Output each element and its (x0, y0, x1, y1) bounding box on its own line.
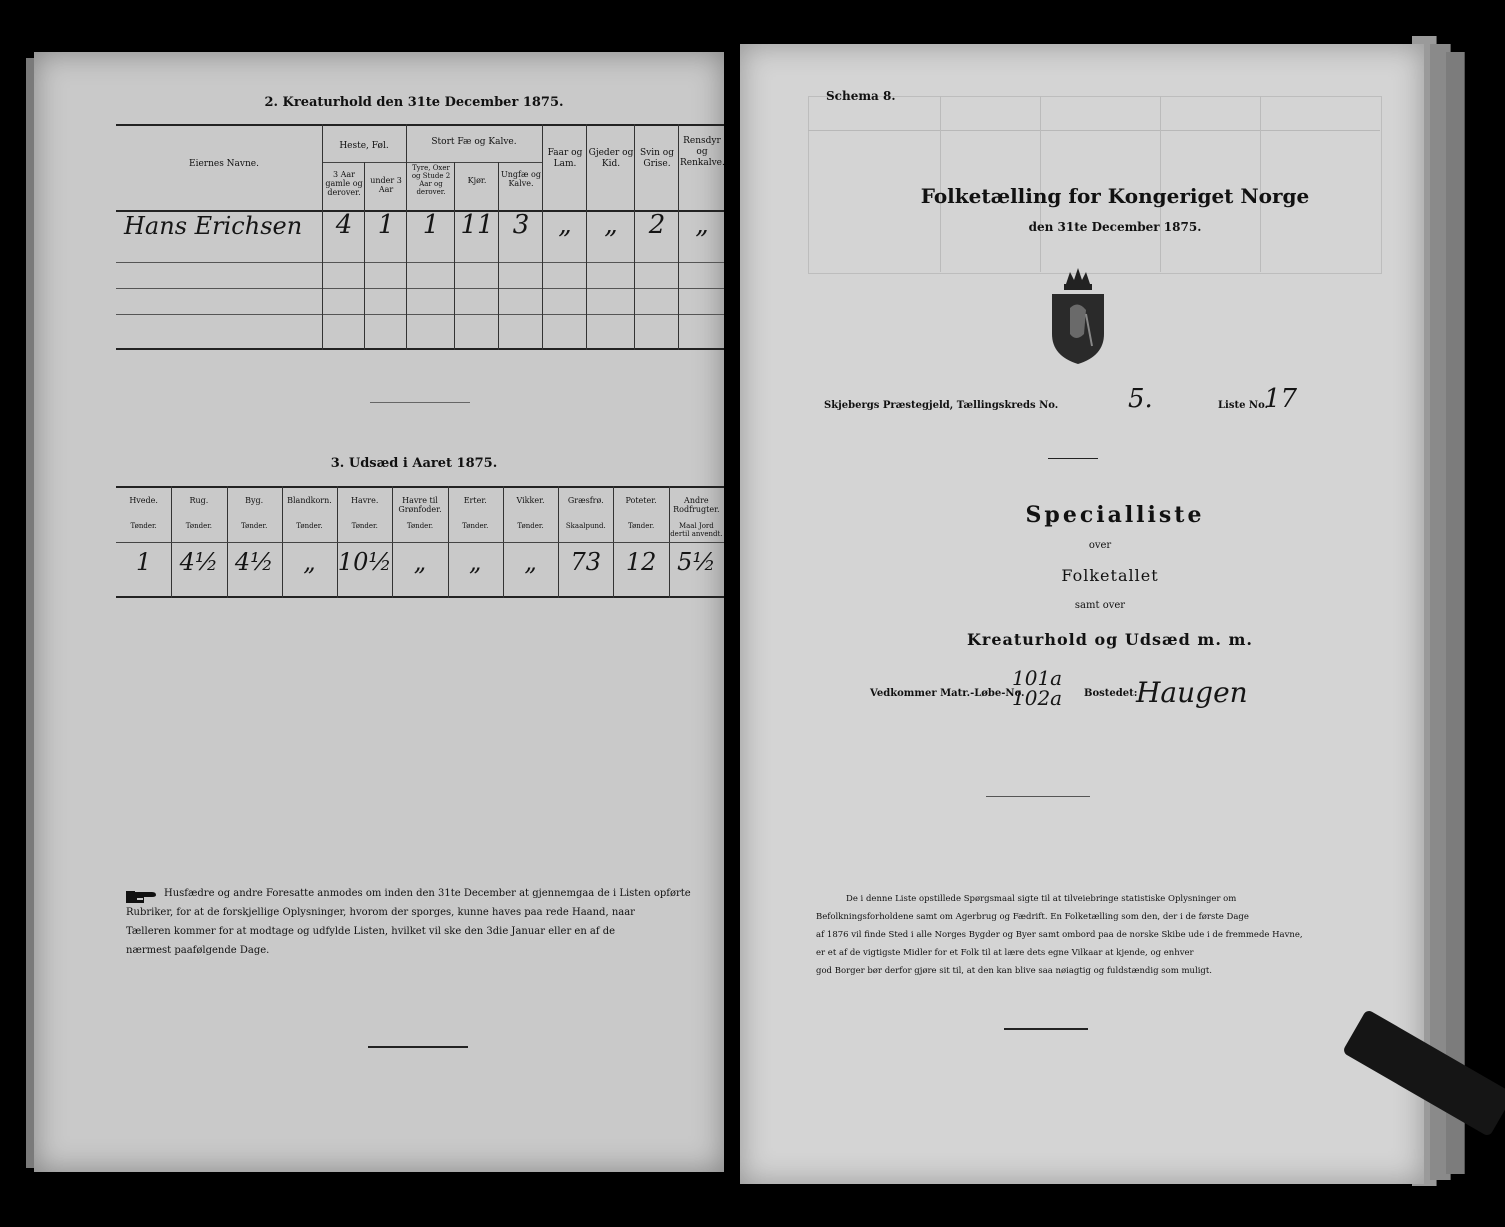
page-edge (1446, 52, 1465, 1174)
over-label: over (1088, 540, 1112, 551)
reindeer-value: „ (695, 210, 709, 240)
cows-header: Kjør. (467, 176, 487, 185)
sowing-column-unit: Tønder. (406, 522, 434, 530)
sheep-header: Faar og Lam. (547, 148, 583, 169)
notice-line-4: nærmest paafølgende Dage. (126, 945, 270, 956)
census-title: Folketælling for Kongeriget Norge (920, 184, 1310, 208)
sowing-column-unit: Tønder. (241, 522, 268, 530)
notice-line-2: Rubriker, for at de forskjellige Oplysninger, hvorom der sporges, kunne haves paa rede Haand, naar (126, 907, 635, 918)
list-label: Liste No. (1218, 400, 1269, 411)
reindeer-header: Rensdyr og Renkalve. (680, 136, 725, 168)
owner-column-header: Eiernes Navne. (189, 159, 259, 169)
sowing-column-name: Græsfrø. (567, 496, 604, 505)
sowing-column-unit: Tønder. (462, 522, 489, 530)
matr-number-2: 102a (1012, 686, 1063, 710)
sowing-column-name: Byg. (245, 496, 264, 505)
sowing-column-name: Havre. (351, 496, 379, 505)
sheep-value: „ (558, 210, 572, 240)
horse-young-header: under 3 Aar (370, 176, 402, 194)
sowing-column-name: Erter. (463, 496, 487, 505)
sowing-value: 4½ (179, 548, 219, 576)
pigs-value: 2 (648, 210, 666, 240)
section3-title: 3. Udsæd i Aaret 1875. (330, 456, 498, 471)
paragraph-line-2: Befolkningsforholdene samt om Agerbrug og Fædrift. En Folketælling som den, der i de første Dage (816, 912, 1249, 922)
sowing-column-unit: Maal Jord dertil anvendt. (670, 522, 723, 538)
district-number: 5. (1128, 384, 1153, 414)
parish-label: Skjebergs Præstegjeld, Tællingskreds No. (824, 400, 1059, 411)
sowing-value: „ (303, 548, 316, 576)
sowing-column-unit: Tønder. (627, 522, 655, 530)
sowing-column-name: Hvede. (129, 496, 158, 505)
divider (370, 402, 470, 403)
young-cattle-header: Ungfæ og Kalve. (501, 170, 541, 188)
bulls-value: 1 (422, 210, 440, 240)
right-page (740, 44, 1424, 1184)
sowing-column-name: Andre Rodfrugter. (673, 496, 720, 514)
pigs-header: Svin og Grise. (640, 148, 674, 169)
sowing-column-unit: Tønder. (130, 522, 157, 530)
sowing-column-name: Blandkorn. (287, 496, 332, 505)
sowing-column-unit: Tønder. (296, 522, 323, 530)
cattle-group-header: Stort Fæ og Kalve. (431, 137, 517, 147)
paragraph-line-1: De i denne Liste opstillede Spørgsmaal sigte til at tilveiebringe statistiske Oplysninger om (846, 894, 1237, 904)
goats-header: Gjeder og Kid. (588, 148, 634, 169)
list-number: 17 (1264, 384, 1298, 414)
horse-old-value: 4 (335, 210, 353, 240)
samt-over-label: samt over (1074, 600, 1126, 611)
special-list-title: Specialliste (1025, 502, 1205, 528)
goats-value: „ (604, 210, 618, 240)
divider (1048, 458, 1098, 459)
sowing-value: 1 (135, 548, 152, 576)
matr-label: Vedkommer Matr.-Løbe-No. (870, 688, 1025, 699)
sowing-column-name: Rug. (189, 496, 209, 505)
schema-label: Schema 8. (826, 89, 896, 103)
sowing-value: „ (413, 548, 427, 576)
sowing-value: 4½ (234, 548, 274, 576)
sowing-column-unit: Tønder. (517, 522, 544, 530)
matr-number-1: 101a (1012, 666, 1063, 690)
sowing-column-name: Poteter. (625, 496, 657, 505)
sowing-column-name: Havre til Grønfoder. (398, 496, 442, 514)
sowing-column-unit: Tønder. (185, 522, 213, 530)
sowing-column-unit: Tønder. (351, 522, 378, 530)
sowing-value: „ (469, 548, 482, 576)
paragraph-line-5: god Borger bør derfor gjøre sit til, at den kan blive saa nøiagtig og fuldstændig som muligt. (816, 966, 1212, 976)
sowing-value: 5½ (677, 548, 716, 576)
sowing-value: 12 (625, 548, 657, 576)
paragraph-line-4: er et af de vigtigste Midler for et Folk til at lære dets egne Vilkaar at kjende, og enhver (816, 948, 1194, 958)
livestock-sowing-label: Kreaturhold og Udsæd m. m. (967, 630, 1253, 649)
header-separator (116, 542, 724, 543)
census-subtitle: den 31te December 1875. (1028, 220, 1202, 234)
divider (368, 1046, 468, 1048)
folketallet-label: Folketallet (1061, 566, 1159, 585)
sowing-value: 73 (570, 548, 602, 576)
horse-old-header: 3 Aar gamle og derover. (325, 170, 363, 197)
residence-label: Bostedet: (1084, 688, 1138, 699)
residence-value: Haugen (1136, 676, 1248, 709)
cows-value: 11 (460, 210, 494, 240)
divider (986, 796, 1090, 797)
young-cattle-value: 3 (512, 210, 530, 240)
coat-of-arms-icon (1046, 264, 1110, 368)
section2-title: 2. Kreaturhold den 31te December 1875. (264, 95, 564, 110)
paragraph-line-3: af 1876 vil finde Sted i alle Norges Bygder og Byer samt ombord paa de norske Skibe ude i de fremmede Havne, (816, 930, 1303, 940)
sowing-value: 10½ (337, 548, 392, 576)
notice-line-3: Tælleren kommer for at modtage og udfylde Listen, hvilket vil ske den 3die Januar eller en af de (126, 926, 616, 937)
horse-young-value: 1 (377, 210, 395, 240)
notice-line-1: Husfædre og andre Foresatte anmodes om inden den 31te December at gjennemgaa de i Listen opførte (164, 888, 691, 899)
left-page (34, 52, 724, 1172)
owner-name: Hans Erichsen (124, 212, 303, 240)
horses-group-header: Heste, Føl. (339, 141, 389, 151)
sowing-column-unit: Skaalpund. (565, 522, 606, 530)
divider (1004, 1028, 1088, 1030)
sowing-column-name: Vikker. (516, 496, 545, 505)
bulls-header: Tyre, Oxer og Stude 2 Aar og derover. (411, 164, 451, 196)
sowing-value: „ (524, 548, 537, 576)
